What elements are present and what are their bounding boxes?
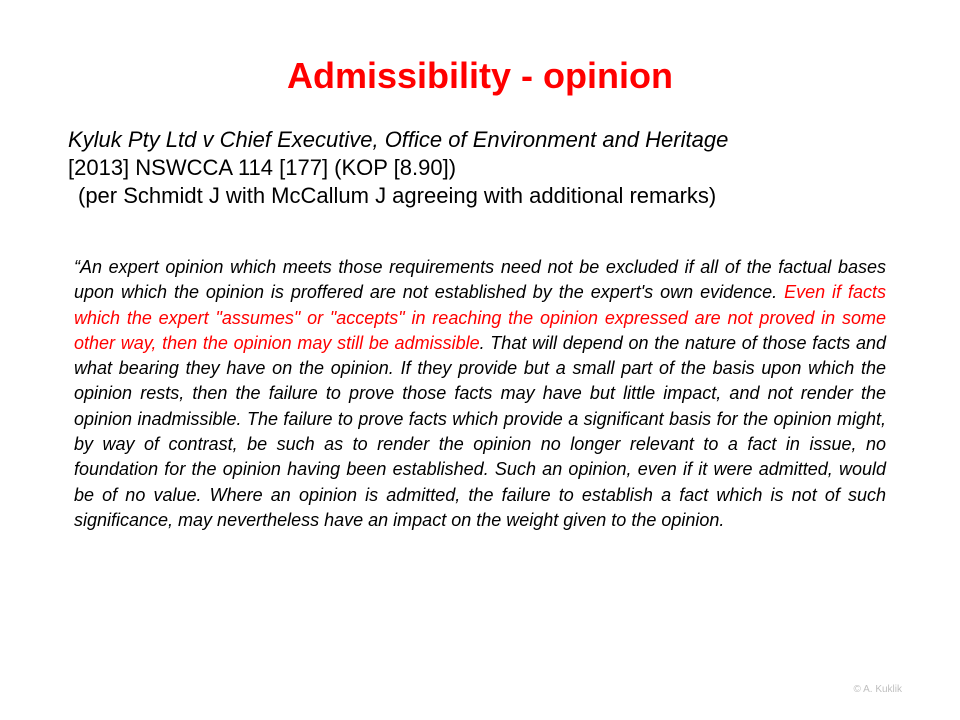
slide-title: Admissibility - opinion xyxy=(287,55,673,96)
case-name: Kyluk Pty Ltd v Chief Executive, Office of Environment and Heritage xyxy=(68,127,729,152)
case-citation xyxy=(68,126,908,210)
copyright-notice: © A. Kuklik xyxy=(853,684,902,695)
case-reference: [2013] NSWCCA 114 [177] (KOP [8.90]) xyxy=(68,155,457,180)
quote-text-part2: . That will depend on the nature of those facts and what bearing they have on the opinion. If they provide but a small part of the basis upon which the opinion rests, then the failure to prove those facts may have but little impact, and not render the opinion inadmissible. The failure to prove facts which provide a significant basis for the opinion might, by way of contrast, be such as to render the opinion no longer relevant to a fact in issue, no foundation for the opinion having been established. Such an opinion, even if it were admitted, would be of no value. Where an opinion is admitted, the failure to establish a fact which is not of such significance, may nevertheless have an impact on the weight given to the opinion. xyxy=(74,332,886,530)
quote-text-part1: “An expert opinion which meets those requirements need not be excluded if all of the factual bases upon which the opinion is proffered are not established by the expert's own evidence. xyxy=(74,257,886,303)
quote-highlighted-text: Even if facts which the expert "assumes" or "accepts" in reaching the opinion expressed are not proved in some other way, then the opinion may still be admissible xyxy=(74,282,886,353)
case-attribution: (per Schmidt J with McCallum J agreeing with additional remarks) xyxy=(78,183,717,208)
judgment-quote xyxy=(74,255,886,533)
